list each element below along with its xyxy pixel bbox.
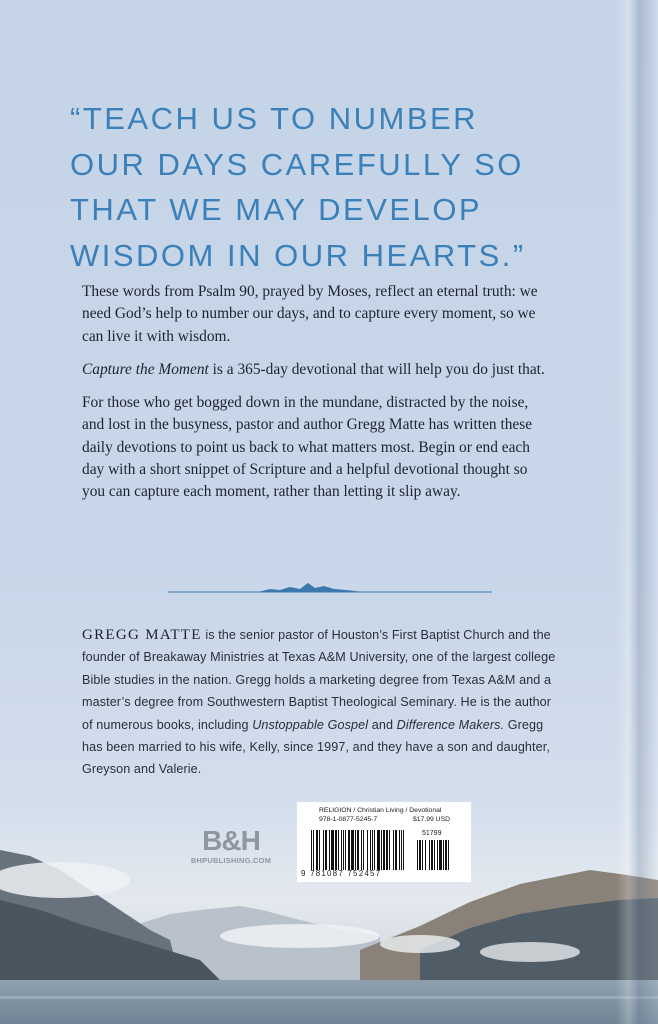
book-title: Capture the Moment xyxy=(82,360,209,378)
barcode-stripe xyxy=(374,830,375,870)
barcode-stripe xyxy=(448,840,449,870)
book-description xyxy=(82,281,554,515)
barcode-stripe xyxy=(393,830,394,870)
barcode-stripe xyxy=(395,830,397,870)
barcode-stripe xyxy=(323,830,324,870)
bisac-category: RELIGION / Christian Living / Devotional xyxy=(319,807,442,814)
barcode-stripe xyxy=(355,830,356,870)
barcode-stripe xyxy=(329,830,330,870)
barcode-stripe xyxy=(431,840,433,870)
barcode-stripe xyxy=(348,830,350,870)
bio-text: Gregg has been married to his wife, Kelly, since 1997, and they have a son and daughter, Greyson and Valerie. xyxy=(82,717,550,777)
addon-barcode xyxy=(417,840,459,870)
ean-barcode xyxy=(311,830,409,870)
barcode-stripe xyxy=(357,830,359,870)
barcode-stripe xyxy=(313,830,314,870)
barcode-stripe xyxy=(345,830,346,870)
barcode-stripe xyxy=(401,830,402,870)
quote-line: WISDOM IN OUR HEARTS.” xyxy=(70,237,526,273)
barcode-stripe xyxy=(363,830,364,870)
book-title: Unstoppable Gospel xyxy=(252,717,369,732)
barcode-stripe xyxy=(445,840,447,870)
barcode-stripe xyxy=(417,840,418,870)
barcode-stripe xyxy=(403,830,404,870)
quote-line: THAT WE MAY DEVELOP xyxy=(70,192,483,227)
barcode-stripe xyxy=(367,830,368,870)
price-addon-code: 51799 xyxy=(422,830,442,837)
barcode-stripe xyxy=(325,830,327,870)
barcode-stripe xyxy=(386,830,388,870)
mountain-divider xyxy=(168,578,492,598)
barcode-stripe xyxy=(425,840,426,870)
barcode-stripe xyxy=(377,830,380,870)
barcode-stripe xyxy=(429,840,430,870)
barcode-stripe xyxy=(372,830,373,870)
barcode-stripe xyxy=(419,840,421,870)
book-title: Difference Makers. xyxy=(396,717,505,732)
quote-line: “TEACH US TO NUMBER xyxy=(70,101,479,136)
description-paragraph xyxy=(82,359,554,381)
bio-text: and xyxy=(368,717,397,732)
quote-line: OUR DAYS CAREFULLY SO xyxy=(70,146,524,182)
barcode-stripe xyxy=(383,830,385,870)
barcode-stripe xyxy=(399,830,400,870)
bio-text: is the senior pastor of Houston’s First Baptist Church and the founder of Breakaway Ministries at Texas A&M University, one of the largest college Bible studies in the nation. Gregg holds a marketing degree from Texas A&M and a master’s degree from Southwestern Baptist Theological Seminary. He is the author of numerous books, including xyxy=(82,628,556,732)
barcode-stripe xyxy=(335,830,337,870)
barcode-stripe xyxy=(370,830,371,870)
description-paragraph: For those who get bogged down in the mundane, distracted by the noise, and lost in the busyness, pastor and author Gregg Matte has written these daily devotions to point us back to what matters most. Begin or end each day with a short snippet of Scripture and a helpful devotional thought so you can capture each moment, rather than letting it slip away. xyxy=(82,394,533,501)
barcode-stripe xyxy=(422,840,423,870)
barcode-stripe xyxy=(389,830,390,870)
author-name: GREGG MATTE xyxy=(82,627,202,643)
barcode-stripe xyxy=(361,830,362,870)
barcode-stripe xyxy=(439,840,442,870)
barcode-stripe xyxy=(311,830,312,870)
barcode-stripe xyxy=(316,830,318,870)
publisher-url: BHPUBLISHING.COM xyxy=(190,856,272,865)
publisher-logo xyxy=(186,826,276,870)
pull-quote xyxy=(70,96,610,278)
author-bio xyxy=(82,624,557,781)
isbn-barcode-box xyxy=(297,802,471,882)
barcode-stripe xyxy=(341,830,342,870)
barcode-stripe xyxy=(319,830,320,870)
description-text: is a 365-day devotional that will help you do just that. xyxy=(208,360,545,378)
isbn-number: 978-1-0877-5245-7 xyxy=(319,816,378,823)
barcode-stripe xyxy=(443,840,444,870)
publisher-mark: B&H xyxy=(202,825,260,856)
price-label: $17.99 USD xyxy=(413,816,451,823)
barcode-stripe xyxy=(434,840,435,870)
barcode-stripe xyxy=(437,840,438,870)
ean-digits: 9 781087 752457 xyxy=(301,869,382,878)
spine-shadow xyxy=(616,0,658,1024)
barcode-stripe xyxy=(338,830,339,870)
barcode-stripe xyxy=(351,830,354,870)
barcode-stripe xyxy=(381,830,382,870)
barcode-stripe xyxy=(343,830,344,870)
description-paragraph: These words from Psalm 90, prayed by Moses, reflect an eternal truth: we need God’s help to number our days, and to capture every moment, so we can live it with wisdom. xyxy=(82,283,538,345)
barcode-stripe xyxy=(331,830,334,870)
